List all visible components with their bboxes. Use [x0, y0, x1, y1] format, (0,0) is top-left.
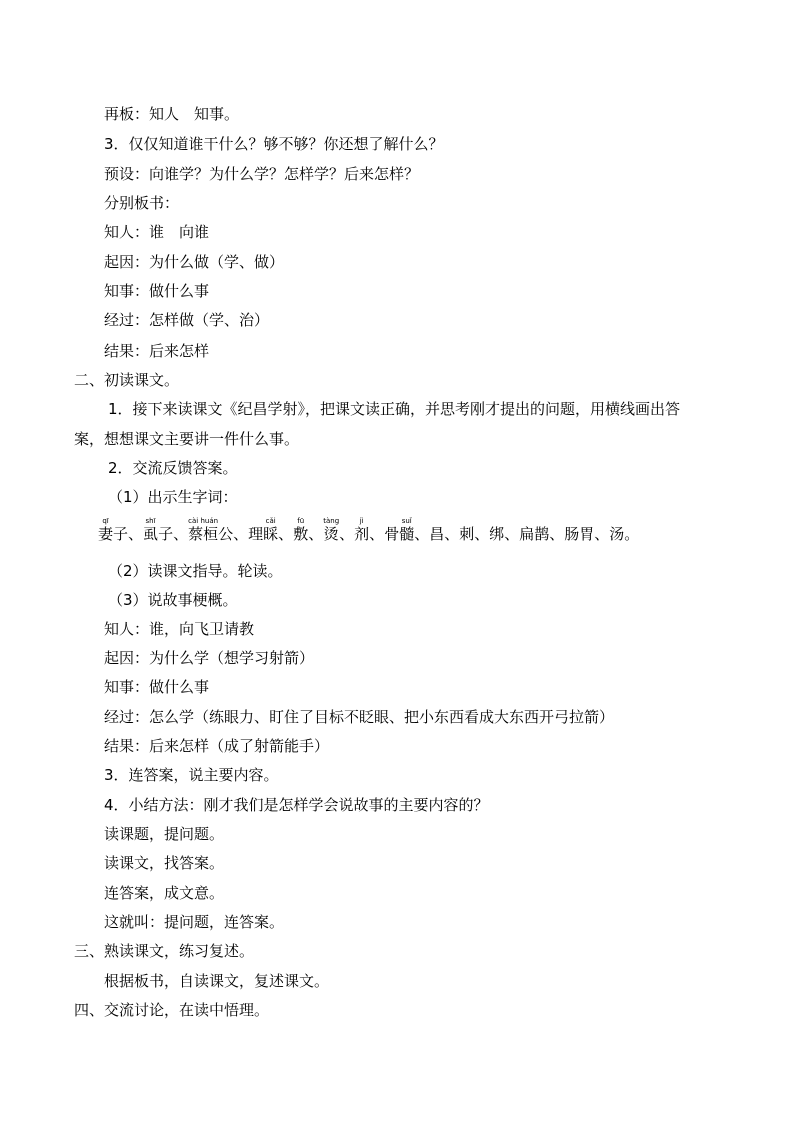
- vocab-word: 敷fū: [293, 517, 309, 543]
- story-person: 知人：谁，向飞卫请教: [104, 620, 255, 638]
- separator: 、: [414, 525, 430, 543]
- step-2: 2．交流反馈答案。: [108, 459, 238, 477]
- separator: 、: [339, 525, 355, 543]
- vocabulary-list: [98, 511, 639, 545]
- story-process: 经过：怎么学（练眼力、盯住了目标不眨眼、把小东西看成大东西开弓拉箭）: [104, 708, 615, 726]
- vocab-word: 理睬cǎi: [248, 517, 279, 543]
- vocab-tail: 昌、刺、绑、扁鹊、肠胃、汤。: [429, 525, 640, 543]
- step-2-sub-3: （3）说故事梗概。: [108, 591, 238, 609]
- method-3: 连答案，成文意。: [104, 884, 225, 902]
- separator: 、: [233, 525, 249, 543]
- step-3: 3．连答案，说主要内容。: [104, 766, 279, 784]
- board-item-result: 结果：后来怎样: [104, 342, 210, 360]
- separator: 、: [278, 525, 294, 543]
- vocab-word: 蔡桓cài huán公: [188, 517, 234, 543]
- separator: 、: [308, 525, 324, 543]
- story-cause: 起因：为什么学（想学习射箭）: [104, 649, 315, 667]
- board-heading: 分别板书：: [104, 194, 180, 212]
- board-item-event: 知事：做什么事: [104, 282, 210, 300]
- board-item-person: 知人：谁 向谁: [104, 223, 210, 241]
- vocab-word: 虱shī子: [143, 517, 174, 543]
- separator: 、: [128, 525, 144, 543]
- preset-questions: 预设：向谁学？为什么学？怎样学？后来怎样？: [104, 165, 420, 183]
- vocab-word: 妻qī子: [98, 517, 129, 543]
- board-item-process: 经过：怎样做（学、治）: [104, 311, 270, 329]
- story-event: 知事：做什么事: [104, 678, 210, 696]
- step-2-sub-1: （1）出示生字词：: [108, 488, 238, 506]
- question-3: 3．仅仅知道谁干什么？够不够？你还想了解什么？: [104, 135, 444, 153]
- method-summary: 这就叫：提问题，连答案。: [104, 913, 285, 931]
- step-1-line-2: 案，想想课文主要讲一件什么事。: [74, 430, 300, 448]
- step-1-line-1: 1．接下来读课文《纪昌学射》，把课文读正确，并思考刚才提出的问题，用横线画出答: [108, 400, 681, 418]
- separator: 、: [173, 525, 189, 543]
- board-note-line: 再板：知人 知事。: [104, 105, 240, 123]
- section-heading-2: 二、初读课文。: [74, 371, 180, 389]
- method-1: 读课题，提问题。: [104, 825, 225, 843]
- step-4: 4．小结方法：刚才我们是怎样学会说故事的主要内容的？: [104, 796, 489, 814]
- method-2: 读课文，找答案。: [104, 854, 225, 872]
- separator: 、: [369, 525, 385, 543]
- board-item-cause: 起因：为什么做（学、做）: [104, 253, 285, 271]
- vocab-word: 烫tàng: [323, 517, 340, 543]
- section-3-text: 根据板书，自读课文，复述课文。: [104, 972, 330, 990]
- section-heading-3: 三、熟读课文，练习复述。: [74, 942, 255, 960]
- vocab-word: 剂jì: [354, 517, 370, 543]
- step-2-sub-2: （2）读课文指导。轮读。: [108, 562, 283, 580]
- vocab-word: 骨髓suǐ: [384, 517, 415, 543]
- story-result: 结果：后来怎样（成了射箭能手）: [104, 737, 330, 755]
- section-heading-4: 四、交流讨论，在读中悟理。: [74, 1001, 270, 1019]
